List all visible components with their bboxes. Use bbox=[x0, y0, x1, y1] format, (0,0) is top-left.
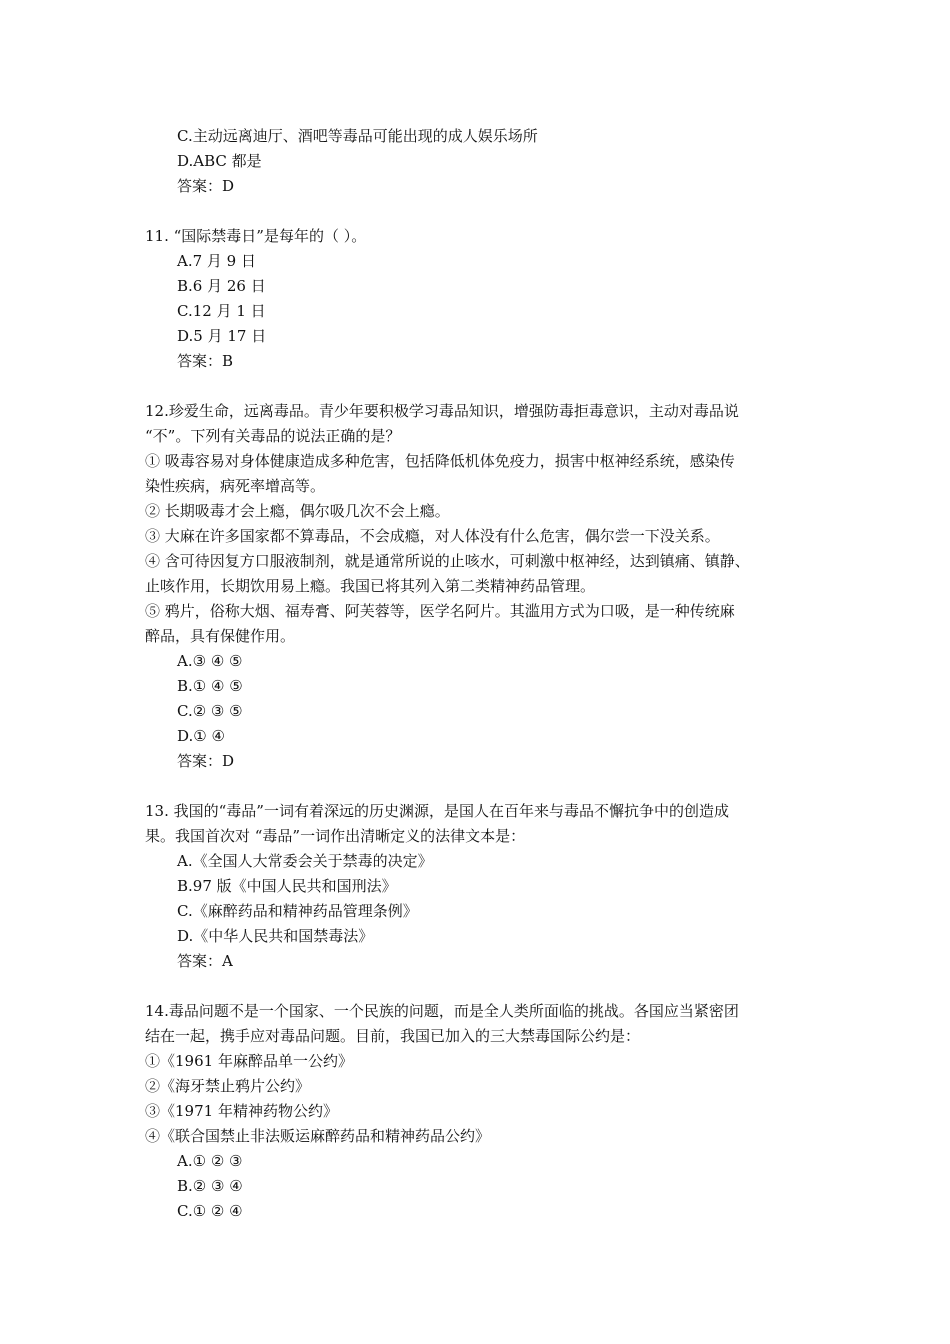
option-c: C.① ② ④ bbox=[177, 1202, 243, 1220]
statement-3: ③ 大麻在许多国家都不算毒品，不会成瘾，对人体没有什么危害，偶尔尝一下没关系。 bbox=[145, 527, 720, 545]
question-12 bbox=[145, 399, 835, 774]
option-a: A.7 月 9 日 bbox=[177, 252, 256, 270]
option-c: C.12 月 1 日 bbox=[177, 302, 266, 320]
option-a: A.① ② ③ bbox=[177, 1152, 243, 1170]
answer: 答案：B bbox=[177, 352, 234, 370]
question-stem-line: 果。我国首次对 “毒品”一词作出清晰定义的法律文本是： bbox=[145, 827, 526, 845]
statement-5-line: ⑤ 鸦片，俗称大烟、福寿膏、阿芙蓉等，医学名阿片。其滥用方式为口吸，是一种传统麻 bbox=[145, 602, 735, 620]
option-d: D.5 月 17 日 bbox=[177, 327, 267, 345]
spacer bbox=[145, 374, 835, 399]
spacer bbox=[145, 974, 835, 999]
answer: 答案：A bbox=[177, 952, 233, 970]
option-b: B.① ④ ⑤ bbox=[177, 677, 243, 695]
question-stem-line: 结在一起，携手应对毒品问题。目前，我国已加入的三大禁毒国际公约是： bbox=[145, 1027, 641, 1045]
statement-4: ④《联合国禁止非法贩运麻醉药品和精神药品公约》 bbox=[145, 1127, 491, 1145]
answer: 答案：D bbox=[177, 177, 235, 195]
question-14 bbox=[145, 999, 835, 1224]
document-body bbox=[145, 124, 835, 1224]
spacer bbox=[145, 199, 835, 224]
option-d: D.① ④ bbox=[177, 727, 225, 745]
question-stem-line: “不”。下列有关毒品的说法正确的是？ bbox=[145, 427, 401, 445]
option-a: A.③ ④ ⑤ bbox=[177, 652, 243, 670]
statement-3: ③《1971 年精神药物公约》 bbox=[145, 1102, 338, 1120]
question-stem-line: 13. 我国的“毒品”一词有着深远的历史渊源，是国人在百年来与毒品不懈抗争中的创造成 bbox=[145, 802, 729, 820]
question-10-tail bbox=[145, 124, 835, 199]
statement-1-line: 染性疾病，病死率增高等。 bbox=[145, 477, 326, 495]
question-11 bbox=[145, 224, 835, 374]
question-stem-line: 14.毒品问题不是一个国家、一个民族的问题，而是全人类所面临的挑战。各国应当紧密团 bbox=[145, 1002, 739, 1020]
statement-5-line: 醉品，具有保健作用。 bbox=[145, 627, 296, 645]
option-d: D.《中华人民共和国禁毒法》 bbox=[177, 927, 374, 945]
option-c: C.主动远离迪厅、酒吧等毒品可能出现的成人娱乐场所 bbox=[177, 127, 538, 145]
option-c: C.② ③ ⑤ bbox=[177, 702, 243, 720]
option-b: B.② ③ ④ bbox=[177, 1177, 243, 1195]
option-b: B.6 月 26 日 bbox=[177, 277, 266, 295]
question-stem-line: 12.珍爱生命，远离毒品。青少年要积极学习毒品知识，增强防毒拒毒意识，主动对毒品说 bbox=[145, 402, 739, 420]
option-a: A.《全国人大常委会关于禁毒的决定》 bbox=[177, 852, 433, 870]
option-d: D.ABC 都是 bbox=[177, 152, 262, 170]
statement-4-line: ④ 含可待因复方口服液制剂，就是通常所说的止咳水，可刺激中枢神经，达到镇痛、镇静、 bbox=[145, 552, 750, 570]
statement-2: ②《海牙禁止鸦片公约》 bbox=[145, 1077, 311, 1095]
question-13 bbox=[145, 799, 835, 974]
statement-1-line: ① 吸毒容易对身体健康造成多种危害，包括降低机体免疫力，损害中枢神经系统，感染传 bbox=[145, 452, 735, 470]
option-c: C.《麻醉药品和精神药品管理条例》 bbox=[177, 902, 418, 920]
option-b: B.97 版《中国人民共和国刑法》 bbox=[177, 877, 397, 895]
statement-1: ①《1961 年麻醉品单一公约》 bbox=[145, 1052, 353, 1070]
answer: 答案：D bbox=[177, 752, 235, 770]
statement-2: ② 长期吸毒才会上瘾，偶尔吸几次不会上瘾。 bbox=[145, 502, 450, 520]
spacer bbox=[145, 774, 835, 799]
question-stem: 11. “国际禁毒日”是每年的（ ）。 bbox=[145, 227, 367, 245]
statement-4-line: 止咳作用，长期饮用易上瘾。我国已将其列入第二类精神药品管理。 bbox=[145, 577, 596, 595]
